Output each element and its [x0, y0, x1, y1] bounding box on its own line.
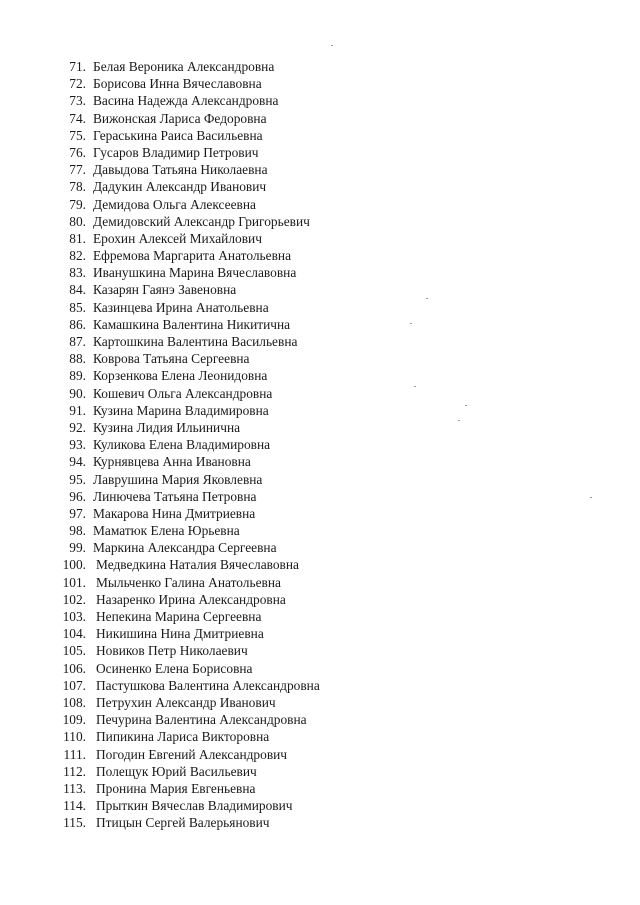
item-number: 98. — [69, 523, 86, 539]
list-item — [0, 488, 640, 505]
list-item — [0, 711, 640, 728]
list-item — [0, 453, 640, 470]
item-number: 74. — [69, 110, 86, 126]
item-number: 105. — [62, 643, 86, 659]
item-number: 101. — [62, 574, 86, 590]
person-name: Маркина Александра Сергеевна — [93, 540, 277, 556]
person-name: Полещук Юрий Васильевич — [96, 763, 257, 779]
item-number: 113. — [63, 780, 86, 796]
item-number: 97. — [69, 505, 86, 521]
list-item — [0, 299, 640, 316]
list-item — [0, 694, 640, 711]
person-name: Вижонская Лариса Федоровна — [93, 110, 267, 126]
item-number: 93. — [69, 437, 86, 453]
list-item — [0, 728, 640, 745]
list-item — [0, 367, 640, 384]
person-name: Новиков Петр Николаевич — [96, 643, 248, 659]
item-number: 96. — [69, 488, 86, 504]
item-number: 99. — [69, 540, 86, 556]
list-item — [0, 213, 640, 230]
person-name: Гераськина Раиса Васильевна — [93, 127, 263, 143]
person-name: Куликова Елена Владимировна — [93, 437, 271, 453]
item-number: 82. — [69, 248, 86, 264]
item-number: 104. — [62, 626, 86, 642]
item-number: 110. — [63, 729, 86, 745]
item-number: 84. — [69, 282, 86, 298]
person-name: Маматюк Елена Юрьевна — [93, 523, 240, 539]
list-item — [0, 402, 640, 419]
item-number: 90. — [69, 385, 86, 401]
list-item — [0, 264, 640, 281]
person-name: Давыдова Татьяна Николаевна — [93, 162, 268, 178]
person-name: Мыльченко Галина Анатольевна — [96, 574, 281, 590]
list-item — [0, 419, 640, 436]
item-number: 95. — [69, 471, 86, 487]
person-name: Дадукин Александр Иванович — [93, 179, 267, 195]
item-number: 83. — [69, 265, 86, 281]
person-name: Пронина Мария Евгеньевна — [96, 780, 256, 796]
item-number: 94. — [69, 454, 86, 470]
list-item — [0, 350, 640, 367]
person-name: Казинцева Ирина Анатольевна — [93, 299, 269, 315]
list-item — [0, 797, 640, 814]
person-name: Кузина Лидия Ильинична — [93, 419, 241, 435]
person-name: Непекина Марина Сергеевна — [96, 609, 262, 624]
item-number: 80. — [69, 213, 86, 229]
person-name: Пипикина Лариса Викторовна — [96, 729, 270, 745]
list-item — [0, 436, 640, 453]
list-item — [0, 505, 640, 522]
person-name: Васина Надежда Александровна — [93, 93, 279, 109]
item-number: 108. — [62, 694, 86, 710]
list-item — [0, 92, 640, 109]
item-number: 114. — [63, 798, 86, 814]
list-item — [0, 814, 640, 831]
item-number: 75. — [69, 127, 86, 143]
list-item — [0, 780, 640, 797]
list-item — [0, 556, 640, 573]
item-number: 115. — [63, 815, 86, 831]
item-number: 111. — [63, 746, 86, 762]
list-item — [0, 110, 640, 127]
list-item — [0, 58, 640, 75]
name-list — [0, 58, 640, 831]
list-item — [0, 591, 640, 608]
list-item — [0, 625, 640, 642]
item-number: 79. — [69, 196, 86, 212]
person-name: Печурина Валентина Александровна — [96, 712, 307, 728]
list-item — [0, 161, 640, 178]
person-name: Демидова Ольга Алексеевна — [93, 196, 256, 212]
person-name: Птицын Сергей Валерьянович — [96, 815, 270, 831]
person-name: Кузина Марина Владимировна — [93, 402, 269, 418]
list-item — [0, 385, 640, 402]
list-item — [0, 746, 640, 763]
item-number: 92. — [69, 419, 86, 435]
person-name: Ерохин Алексей Михайлович — [93, 230, 262, 246]
item-number: 86. — [69, 316, 86, 332]
person-name: Коврова Татьяна Сергеевна — [93, 351, 250, 367]
person-name: Борисова Инна Вячеславовна — [93, 76, 262, 92]
person-name: Ефремова Маргарита Анатольевна — [93, 248, 292, 264]
item-number: 78. — [69, 179, 86, 195]
list-item — [0, 196, 640, 213]
item-number: 112. — [63, 763, 86, 779]
item-number: 76. — [69, 144, 86, 160]
item-number: 109. — [62, 712, 86, 728]
list-item — [0, 642, 640, 659]
item-number: 107. — [62, 677, 86, 693]
person-name: Камашкина Валентина Никитична — [93, 316, 291, 332]
item-number: 88. — [69, 351, 86, 367]
person-name: Кошевич Ольга Александровна — [93, 385, 273, 401]
item-number: 106. — [62, 660, 86, 676]
list-item — [0, 178, 640, 195]
scan-speck — [331, 45, 333, 46]
person-name: Корзенкова Елена Леонидовна — [93, 368, 268, 384]
list-item — [0, 230, 640, 247]
item-number: 81. — [69, 230, 86, 246]
list-item — [0, 144, 640, 161]
list-item — [0, 660, 640, 677]
person-name: Демидовский Александр Григорьевич — [93, 213, 310, 229]
person-name: Петрухин Александр Иванович — [96, 694, 276, 710]
list-item — [0, 574, 640, 591]
item-number: 91. — [69, 402, 86, 418]
person-name: Лаврушина Мария Яковлевна — [93, 471, 263, 487]
person-name: Казарян Гаянэ Завеновна — [93, 282, 237, 298]
list-item — [0, 281, 640, 298]
list-item — [0, 333, 640, 350]
item-number: 87. — [69, 334, 86, 349]
person-name: Гусаров Владимир Петрович — [93, 144, 259, 160]
person-name: Курнявцева Анна Ивановна — [93, 454, 251, 470]
person-name: Погодин Евгений Александрович — [96, 746, 288, 762]
person-name: Линючева Татьяна Петровна — [93, 488, 257, 504]
item-number: 102. — [62, 591, 86, 607]
person-name: Медведкина Наталия Вячеславовна — [96, 557, 299, 573]
list-item — [0, 316, 640, 333]
person-name: Назаренко Ирина Александровна — [96, 591, 286, 607]
list-item — [0, 539, 640, 556]
person-name: Белая Вероника Александровна — [93, 59, 275, 74]
list-item — [0, 75, 640, 92]
list-item — [0, 763, 640, 780]
item-number: 71. — [69, 59, 86, 74]
item-number: 72. — [69, 76, 86, 92]
list-item — [0, 608, 640, 625]
item-number: 89. — [69, 368, 86, 384]
person-name: Иванушкина Марина Вячеславовна — [93, 265, 297, 281]
list-item — [0, 522, 640, 539]
list-item — [0, 247, 640, 264]
person-name: Картошкина Валентина Васильевна — [93, 334, 298, 349]
item-number: 85. — [69, 299, 86, 315]
item-number: 103. — [62, 609, 86, 624]
person-name: Макарова Нина Дмитриевна — [93, 505, 256, 521]
item-number: 77. — [69, 162, 86, 178]
list-item — [0, 677, 640, 694]
person-name: Пастушкова Валентина Александровна — [96, 677, 320, 693]
person-name: Прыткин Вячеслав Владимирович — [96, 798, 293, 814]
person-name: Осиненко Елена Борисовна — [96, 660, 253, 676]
list-item — [0, 471, 640, 488]
item-number: 100. — [62, 557, 86, 573]
list-item — [0, 127, 640, 144]
item-number: 73. — [69, 93, 86, 109]
person-name: Никишина Нина Дмитриевна — [96, 626, 264, 642]
